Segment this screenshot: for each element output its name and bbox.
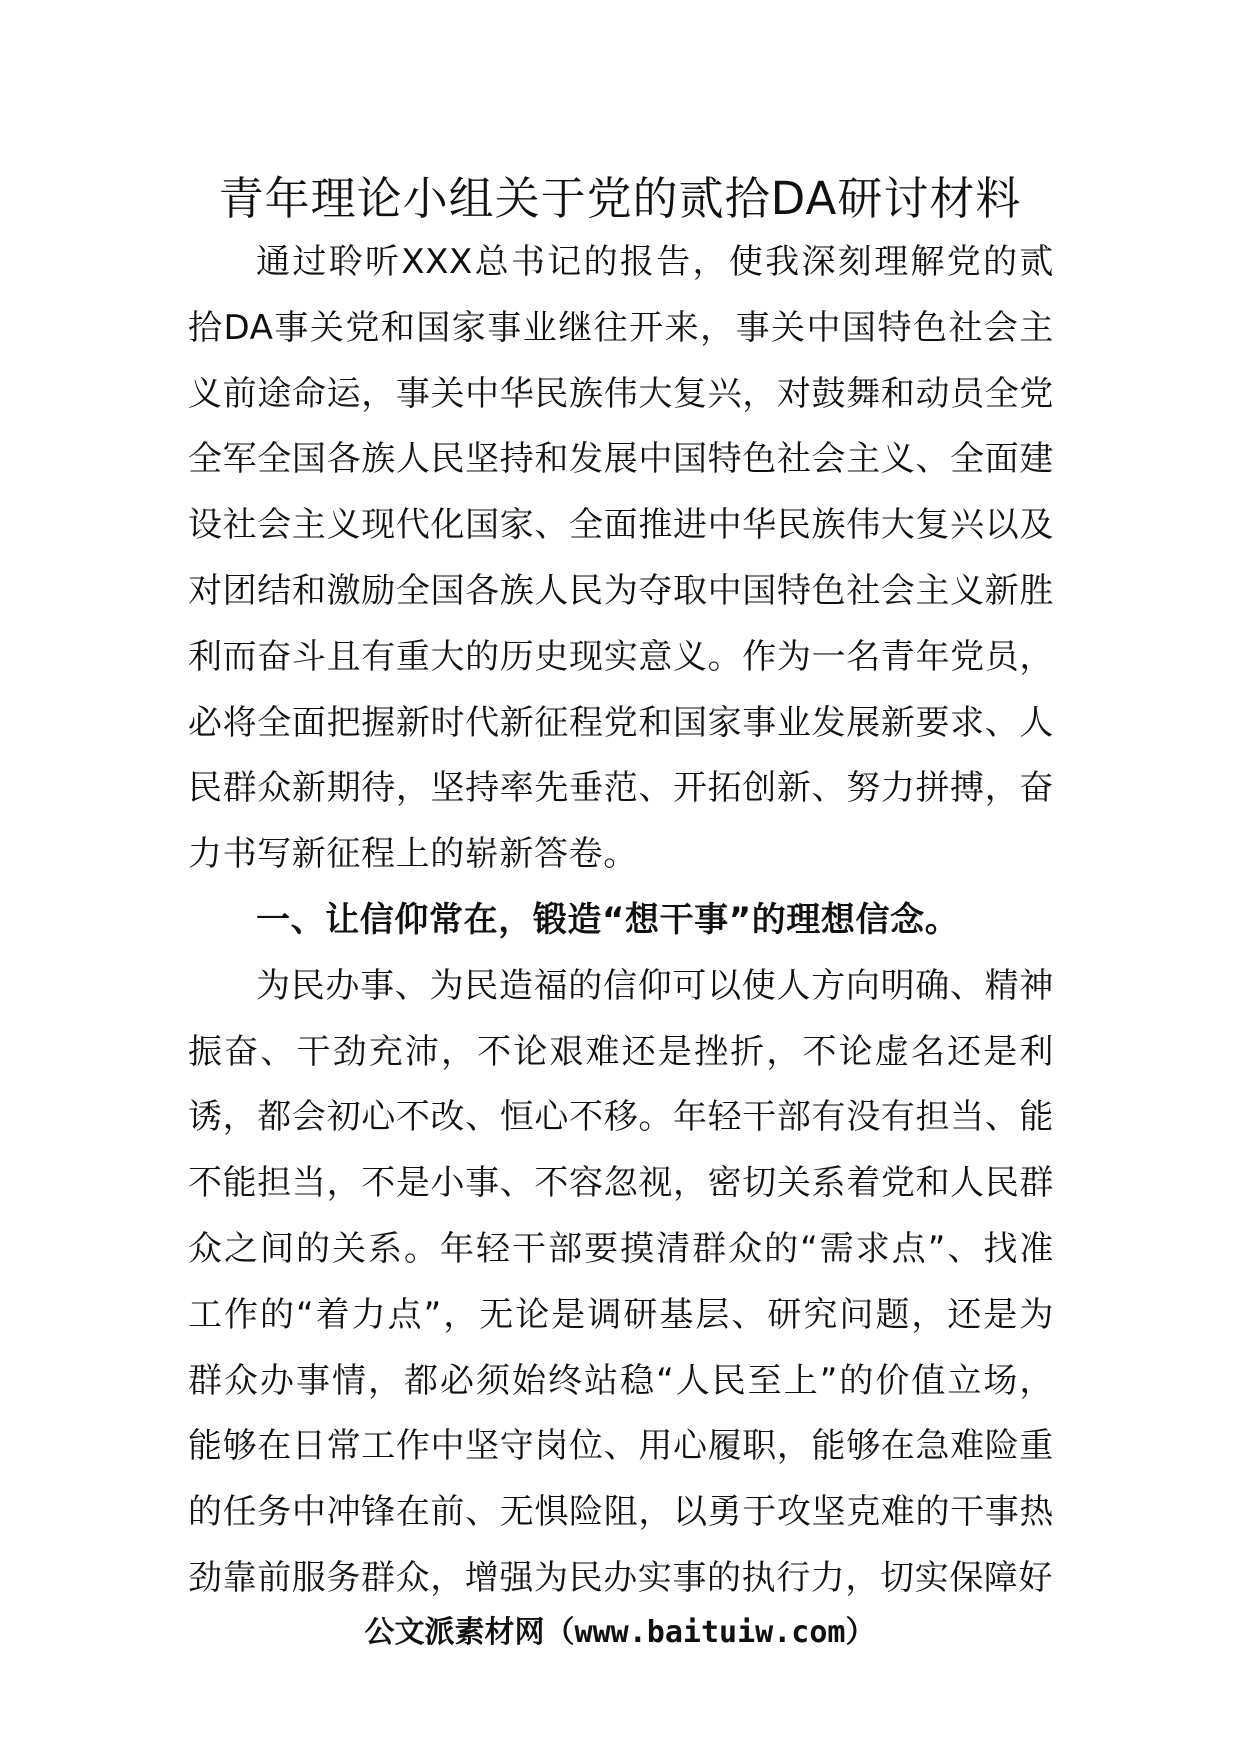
footer-url: （www.baituiw.com） bbox=[544, 1615, 876, 1650]
document-title: 青年理论小组关于党的贰拾DA研讨材料 bbox=[218, 172, 1022, 225]
paragraph-section-1: 为民办事、为民造福的信仰可以使人方向明确、精神振奋、干劲充沛，不论艰难还是挫折，不论虚名还是利诱，都会初心不改、恒心不移。年轻干部有没有担当、能不能担当，不是小事、不容忽视，密切关系着党和人民群众之间的关系。年轻干部要摸清群众的“需求点”、找准工作的“着力点”，无论是调研基层、研究问题，还是为群众办事情，都必须始终站稳“人民至上”的价值立场，能够在日常工作中坚守岗位、用心履职，能够在急难险重的任务中冲锋在前、无惧险阻，以勇于攻坚克难的干事热劲靠前服务群众，增强为民办实事的执行力，切实保障好 bbox=[188, 965, 1054, 1598]
document-body bbox=[188, 230, 1054, 1612]
footer-site-name: 公文派素材网 bbox=[364, 1615, 545, 1650]
section-heading-1: 一、让信仰常在，锻造“想干事”的理想信念。 bbox=[256, 899, 960, 940]
paragraph-intro: 通过聆听XXX总书记的报告，使我深刻理解党的贰拾DA事关党和国家事业继往开来，事关中国特色社会主义前途命运，事关中华民族伟大复兴，对鼓舞和动员全党全军全国各族人民坚持和发展中国特色社会主义、全面建设社会主义现代化国家、全面推进中华民族伟大复兴以及对团结和激励全国各族人民为夺取中国特色社会主义新胜利而奋斗且有重大的历史现实意义。作为一名青年党员，必将全面把握新时代新征程党和国家事业发展新要求、人民群众新期待，坚持率先垂范、开拓创新、努力拼搏，奋力书写新征程上的崭新答卷。 bbox=[188, 242, 1054, 875]
footer-watermark bbox=[0, 1612, 1240, 1654]
